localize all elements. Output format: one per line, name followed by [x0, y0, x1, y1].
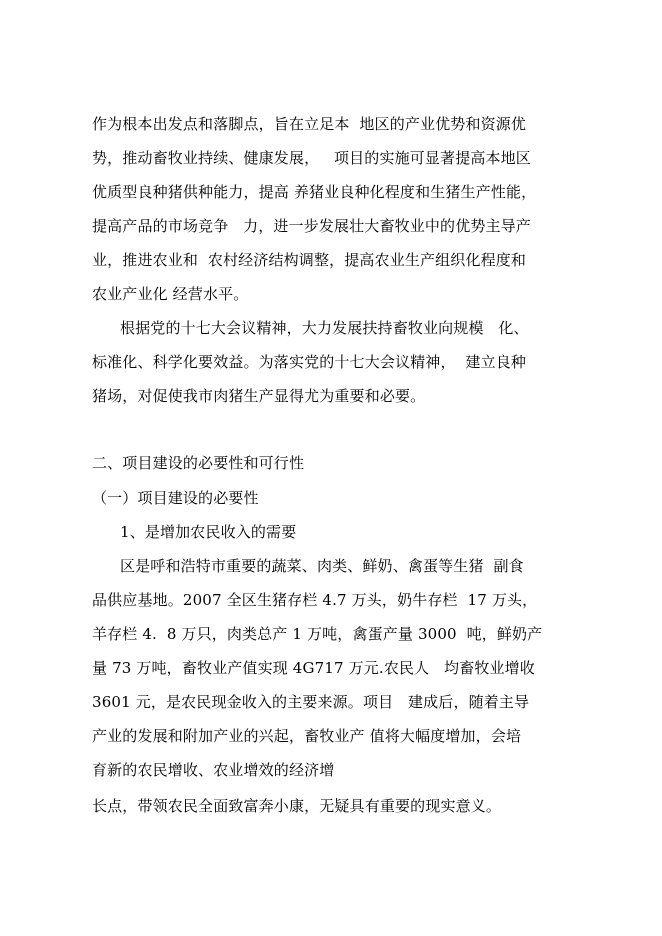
paragraph-1-line: 势，推动畜牧业持续、健康发展， 项目的实施可显著提高本地区 — [92, 149, 531, 167]
paragraph-1-line: 作为根本出发点和落脚点，旨在立足本 地区的产业优势和资源优 — [92, 115, 527, 133]
paragraph-2-line: 猪场，对促使我市肉猪生产显得尤为重要和必要。 — [92, 387, 426, 405]
paragraph-1-line: 优质型良种猪供种能力，提高 养猪业良种化程度和生猪生产性能， — [92, 183, 537, 201]
paragraph-3-line: 育新的农民增收、农业增效的经济增 — [92, 761, 335, 779]
item-heading: 1、是增加农民收入的需要 — [120, 523, 297, 541]
paragraph-3-line: 羊存栏 4. 8 万只，肉类总产 1 万吨，禽蛋产量 3000 吨，鲜奶产 — [92, 625, 543, 643]
subsection-heading: （一）项目建设的必要性 — [92, 489, 259, 507]
paragraph-3-line: 区是呼和浩特市重要的蔬菜、肉类、鲜奶、禽蛋等生猪 副食 — [120, 557, 524, 575]
paragraph-3-line: 品供应基地。2007 全区生猪存栏 4.7 万头，奶牛存栏 17 万头， — [92, 591, 538, 609]
paragraph-3-line: 量 73 万吨，畜牧业产值实现 4G717 万元.农民人 均畜牧业增收 — [92, 659, 535, 677]
paragraph-1-line: 业，推进农业和 农村经济结构调整，提高农业生产组织化程度和 — [92, 251, 527, 269]
paragraph-3-line: 3601 元，是农民现金收入的主要来源。项目 建成后，随着主导 — [92, 693, 530, 711]
paragraph-3-line: 长点，带领农民全面致富奔小康，无疑具有重要的现实意义。 — [92, 797, 502, 815]
paragraph-1-line: 农业产业化 经营水平。 — [92, 285, 249, 303]
paragraph-2-line: 标准化、科学化要效益。为落实党的十七大会议精神， 建立良种 — [92, 353, 527, 371]
section-heading: 二、项目建设的必要性和可行性 — [92, 454, 305, 472]
paragraph-3-line: 产业的发展和附加产业的兴起，畜牧业产 值将大幅度增加，会培 — [92, 727, 522, 745]
paragraph-1-line: 提高产品的市场竞争 力，进一步发展壮大畜牧业中的优势主导产 — [92, 217, 531, 235]
paragraph-2-line: 根据党的十七大会议精神，大力发展扶持畜牧业向规模 化、 — [120, 319, 529, 337]
